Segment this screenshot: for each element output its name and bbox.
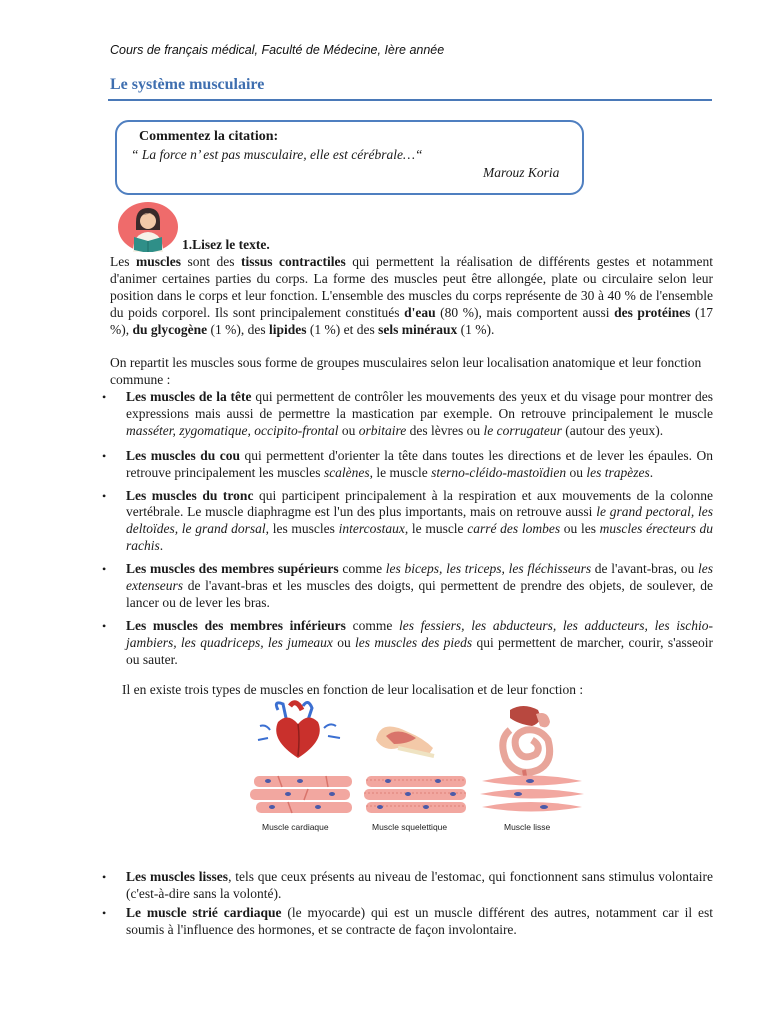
paragraph-muscles-definition: Les muscles sont des tissus contractiles qui permettent la réalisation de différents gestes et notamment d'animer certaines parties du corps. La forme des muscles peut être allongée, plate ou circulaire selon leur position dans le corps et leur fonction. L'ensemble des muscles du corps représente de 30 à 40 % de l'ensemble du poids corporel. Ils sont principalement constitués d'eau (80 %), mais comportent aussi des protéines (17 %), du glycogène (1 %), des lipides (1 %) et des sels minéraux (1 %). [110,254,713,337]
quote-author: Marouz Koria [483,165,560,180]
list-item: • Les muscles de la tête qui permettent de contrôler les mouvements des yeux et du visage pour montrer des expressions mais aussi de permettre la mastication par exemple. On retrouve principalement le muscle masséter, zygomatique, occipito-frontal ou orbitaire des lèvres ou le corrugateur (autour des yeux). [126,389,713,440]
cardiac-tissue [250,776,352,813]
quote-box [115,120,584,195]
quote-text: “ La force n’ est pas musculaire, elle est cérébrale…“ [131,147,423,162]
digestive-illustration [503,706,550,782]
list-item: • Les muscles du cou qui permettent d'orienter la tête dans toutes les directions et de lever les épaules. On retrouve principalement les muscles scalènes, le muscle sterno-cléido-mastoïdien ou les trapèzes. [126,448,713,482]
quote-heading: Commentez la citation: [139,129,279,144]
arm-illustration [376,727,434,756]
list-item: • Les muscles des membres inférieurs comme les fessiers, les abducteurs, les adducteurs, les ischio-jambiers, les quadriceps, les jumeaux ou les muscles des pieds qui permettent de marcher, courir, s'asseoir ou sauter. [126,618,713,669]
heart-illustration [258,702,340,758]
page-title: Le système musculaire [110,76,265,93]
list-item: • Les muscles lisses, tels que ceux présents au niveau de l'estomac, qui fonctionnent sans stimulus volontaire (c'est-à-dire sans la volonté). [126,869,713,903]
title-underline [108,99,712,101]
muscle-types-figure [248,700,588,840]
skeletal-tissue [364,776,466,813]
muscle-types-list [126,869,713,941]
caption-smooth: Muscle lisse [504,822,551,832]
list-item: • Le muscle strié cardiaque (le myocarde) qui est un muscle différent des autres, notamment car il est soumis à l'influence des hormones, et se contracte de façon involontaire. [126,905,713,939]
reader-icon [117,200,179,252]
paragraph-groups-intro: On repartit les muscles sous forme de groupes musculaires selon leur localisation anatomique et leur fonction commune : [110,355,702,387]
course-header: Cours de français médical, Faculté de Médecine, Ière année [110,43,445,57]
list-item: • Les muscles des membres supérieurs comme les biceps, les triceps, les fléchisseurs de l'avant-bras, ou les extenseurs de l'avant-bras et les muscles des doigts, qui permettent de prendre des objets, de soulever, de lancer ou de lever les bras. [126,561,713,612]
section-1-heading: 1.Lisez le texte. [182,237,270,252]
caption-skeletal: Muscle squelettique [372,822,448,832]
caption-cardiac: Muscle cardiaque [262,822,329,832]
smooth-tissue [480,776,584,812]
muscle-groups-list [126,389,713,675]
list-item: • Les muscles du tronc qui participent principalement à la respiration et aux mouvements de la colonne vertébrale. Le muscle diaphragme est l'un des plus importants, mais on retrouve aussi le grand pectoral, les deltoïdes, le grand dorsal, les muscles intercostaux, le muscle carré des lombes ou les muscles érecteurs du rachis. [126,488,713,556]
paragraph-three-types: Il en existe trois types de muscles en fonction de leur localisation et de leur fonction : [122,682,584,697]
